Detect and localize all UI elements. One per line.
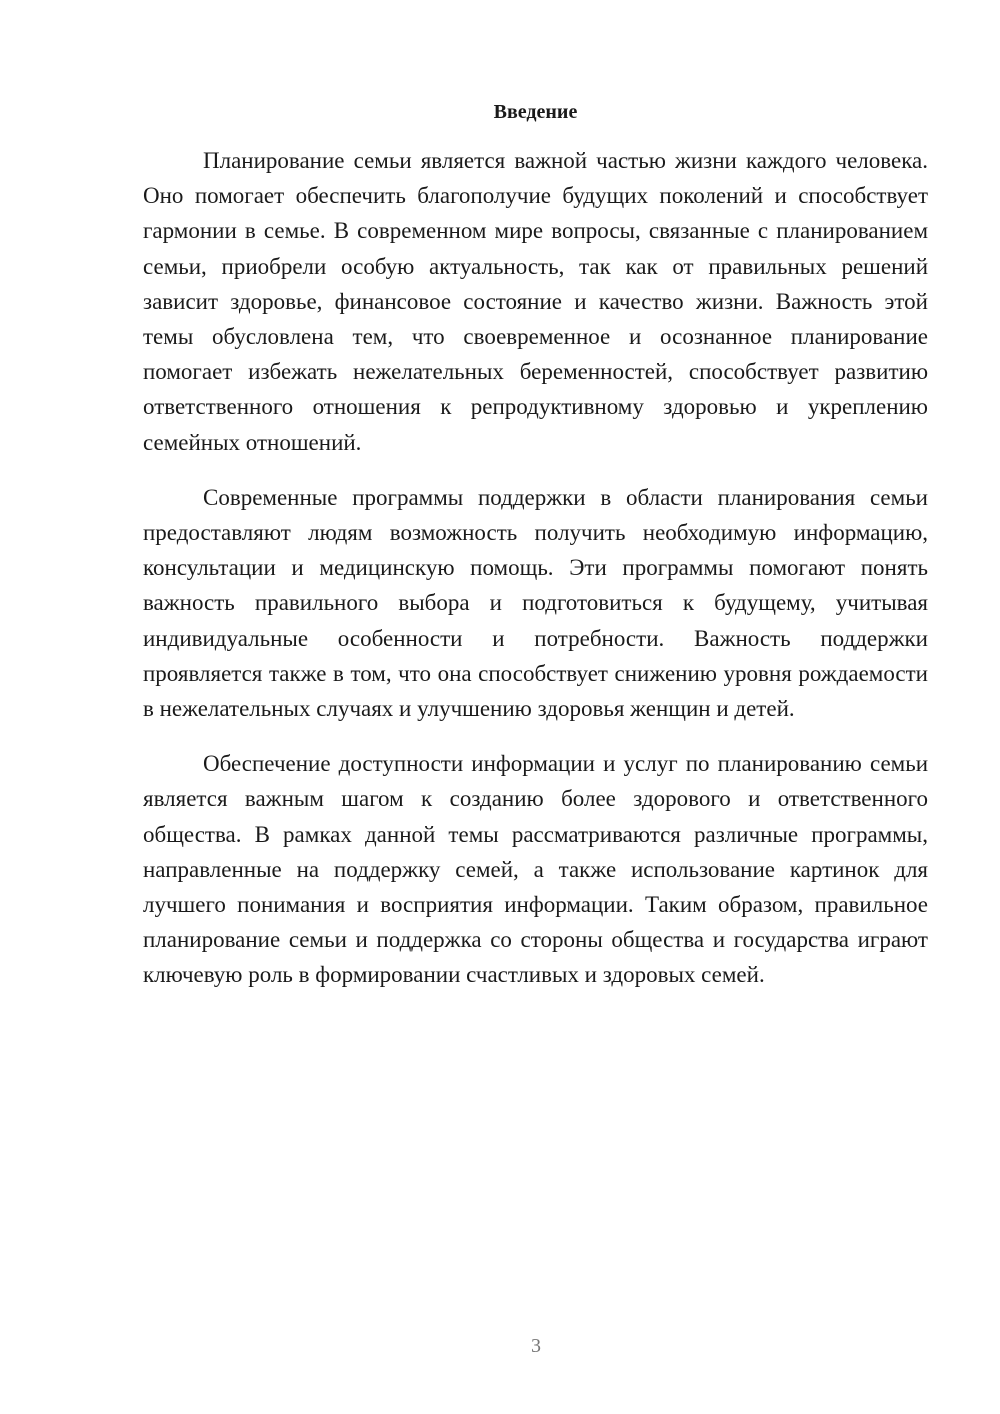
section-heading: Введение bbox=[493, 101, 578, 123]
page-number: 3 bbox=[531, 1335, 541, 1357]
paragraph-intro: Планирование семьи является важной частью жизни каждого человека. Оно помогает обеспечить благополучие будущих поколений и способствует гармонии в семье. В современном мире вопросы, связанные с планированием семьи, приобрели особую актуальность, так как от правильных решений зависит здоровье, финансовое состояние и качество жизни. Важность этой темы обусловлена тем, что своевременное и осознанное планирование помогает избежать нежелательных беременностей, способствует развитию ответственного отношения к репродуктивному здоровью и укреплению семейных отношений. bbox=[143, 148, 928, 455]
body-text bbox=[143, 143, 928, 993]
paragraph-support-programs: Современные программы поддержки в области планирования семьи предоставляют людям возможность получить необходимую информацию, консультации и медицинскую помощь. Эти программы помогают понять важность правильного выбора и подготовиться к будущему, учитывая индивидуальные особенности и потребности. Важность поддержки проявляется также в том, что она способствует снижению уровня рождаемости в нежелательных случаях и улучшению здоровья женщин и детей. bbox=[143, 484, 928, 722]
paragraph-accessibility: Обеспечение доступности информации и услуг по планированию семьи является важным шагом к созданию более здорового и ответственного общества. В рамках данной темы рассматриваются различные программы, направленные на поддержку семей, а также использование картинок для лучшего понимания и восприятия информации. Таким образом, правильное планирование семьи и поддержка со стороны общества и государства играют ключевую роль в формировании счастливых и здоровых семей. bbox=[143, 751, 928, 988]
